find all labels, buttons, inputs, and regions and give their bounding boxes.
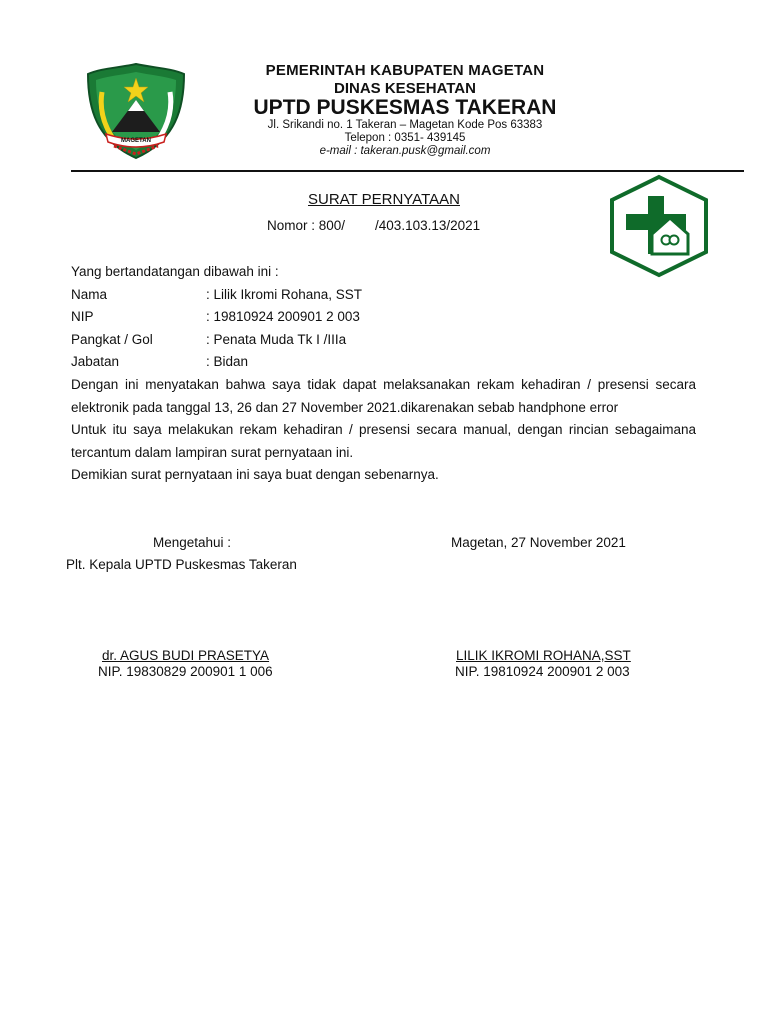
header-address: Jl. Srikandi no. 1 Takeran – Magetan Kode Pos 63383 <box>267 119 543 131</box>
signer-name: LILIK IKROMI ROHANA,SST <box>456 648 631 663</box>
head-name: dr. AGUS BUDI PRASETYA <box>102 648 270 663</box>
head-role: Plt. Kepala UPTD Puskesmas Takeran <box>66 557 297 572</box>
field-label: Pangkat / Gol <box>71 331 153 347</box>
field-label: Nama <box>71 286 108 302</box>
manual-record-paragraph: Untuk itu saya melakukan rekam kehadiran / presensi secara manual, dengan rincian sebagaimana tercantum dalam lampiran surat pernyataan ini. <box>71 422 696 460</box>
intro-text: Yang bertandatangan dibawah ini : <box>71 264 279 279</box>
letter-body <box>71 261 696 487</box>
signer-nip: NIP. 19810924 200901 2 003 <box>455 664 630 679</box>
acknowledged-label: Mengetahui : <box>153 535 232 550</box>
magetan-emblem-logo <box>84 62 188 160</box>
header-government: PEMERINTAH KABUPATEN MAGETAN <box>265 62 545 79</box>
field-value: : Bidan <box>206 354 249 370</box>
header-email: e-mail : takeran.pusk@gmail.com <box>319 145 491 157</box>
header-phone: Telepon : 0351- 439145 <box>344 132 466 144</box>
field-row <box>71 284 696 307</box>
field-label: NIP <box>71 309 94 325</box>
field-row <box>71 306 696 329</box>
document-title: SURAT PERNYATAAN <box>308 191 460 208</box>
field-value: : Penata Muda Tk I /IIIa <box>206 331 347 347</box>
place-date: Magetan, 27 November 2021 <box>451 535 626 550</box>
field-value: : 19810924 200901 2 003 <box>206 309 360 325</box>
field-row <box>71 329 696 352</box>
statement-paragraph: Dengan ini menyatakan bahwa saya tidak dapat melaksanakan rekam kehadiran / presensi secara elektronik pada tanggal 13, 26 dan 27 November 2021.dikarenakan sebab handphone error <box>71 376 696 415</box>
closing-paragraph: Demikian surat pernyataan ini saya buat dengan sebenarnya. <box>71 467 439 483</box>
header-institution: UPTD PUSKESMAS TAKERAN <box>253 96 557 119</box>
emblem-ribbon-text: MAGETAN <box>121 138 151 144</box>
field-row <box>71 351 696 374</box>
document-number: Nomor : 800/ /403.103.13/2021 <box>267 218 481 233</box>
header-department: DINAS KESEHATAN <box>334 80 476 97</box>
header-divider <box>71 170 744 172</box>
head-nip: NIP. 19830829 200901 1 006 <box>98 664 273 679</box>
field-value: : Lilik Ikromi Rohana, SST <box>206 286 363 302</box>
field-label: Jabatan <box>71 354 120 370</box>
